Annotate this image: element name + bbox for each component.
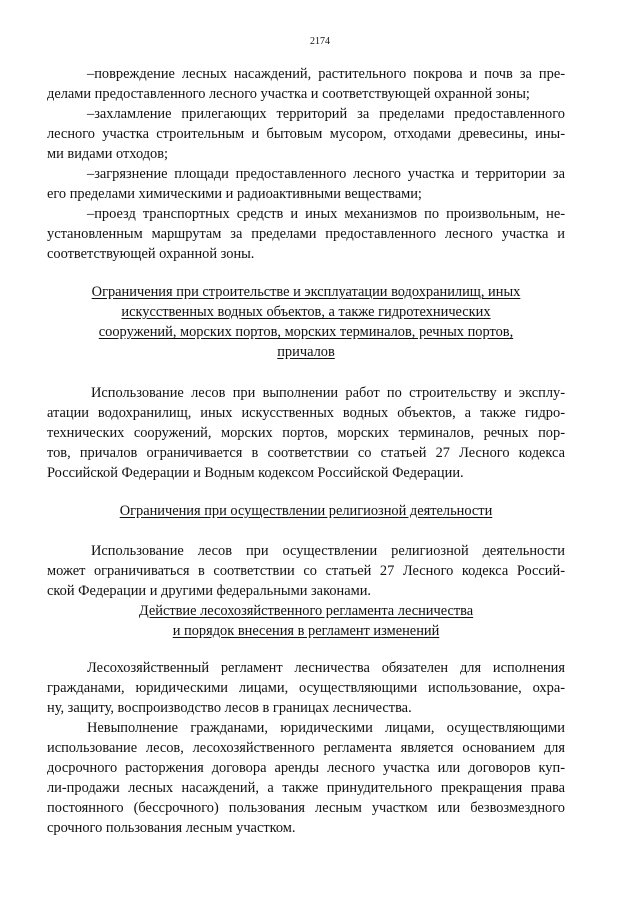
list-block: [47, 64, 565, 264]
page-number: 2174: [310, 36, 330, 47]
list-item-1-line-1: –повреждение лесных насаждений, растительного покрова и почв за пре-: [87, 66, 565, 82]
list-item-4-line-2: установленным маршрутам за пределами предоставленного лесного участка и: [47, 226, 565, 242]
section-1-paragraph: [47, 383, 565, 483]
section-1-heading-line-2: искусственных водных объектов, а также гидротехнических: [121, 304, 491, 320]
section-1-para-line-5: Российской Федерации и Водным кодексом Российской Федерации.: [47, 465, 464, 481]
section-1-para-line-3: технических сооружений, морских портов, морских терминалов, речных пор-: [47, 425, 565, 441]
section-2-paragraph: [47, 541, 565, 601]
list-item-3-line-1: –загрязнение площади предоставленного лесного участка и территории за: [87, 166, 565, 182]
section-3-para-2-line-4: ли-продажи лесных насаждений, а также принудительного прекращения права: [47, 780, 565, 796]
section-3-para-2-line-1: Невыполнение гражданами, юридическими лицами, осуществляющими: [87, 720, 565, 736]
section-3-heading: [47, 601, 565, 641]
list-item-1-line-2: делами предоставленного лесного участка и соответствующей охранной зоны;: [47, 86, 530, 102]
section-3-para-1-line-2: гражданами, юридическими лицами, осуществляющими использование, охра-: [47, 680, 565, 696]
section-2-para-line-1: Использование лесов при осуществлении религиозной деятельности: [91, 543, 565, 559]
section-1-para-line-1: Использование лесов при выполнении работ по строительству и эксплу-: [91, 385, 565, 401]
section-3-heading-line-1: Действие лесохозяйственного регламента лесничества: [138, 603, 474, 619]
section-3-para-2-line-2: использование лесов, лесохозяйственного регламента является основанием для: [47, 740, 565, 756]
section-1-heading-line-3: сооружений, морских портов, морских терминалов, речных портов,: [98, 324, 514, 340]
section-1-para-line-4: тов, причалов ограничивается в соответствии со статьей 27 Лесного кодекса: [47, 445, 565, 461]
list-item-2-line-2: лесного участка строительным и бытовым мусором, отходами древесины, ины-: [47, 126, 565, 142]
section-1-para-line-2: атации водохранилищ, иных искусственных водных объектов, а также гидро-: [47, 405, 565, 421]
section-3-paragraph-2: [47, 718, 565, 838]
list-item-3-line-2: его пределами химическими и радиоактивными веществами;: [47, 186, 422, 202]
section-3-para-2-line-3: досрочного расторжения договора аренды лесного участка или договоров куп-: [47, 760, 565, 776]
section-2-para-line-3: ской Федерации и другими федеральными законами.: [47, 583, 372, 599]
section-3-para-2-line-6: срочного пользования лесным участком.: [47, 820, 296, 836]
section-3-paragraph-1: [47, 658, 565, 718]
list-item-2-line-1: –захламление прилегающих территорий за пределами предоставленного: [87, 106, 565, 122]
list-item-4-line-3: соответствующей охранной зоны.: [47, 246, 255, 262]
section-2-para-line-2: может ограничиваться в соответствии со статьей 27 Лесного кодекса Россий-: [47, 563, 565, 579]
section-3-para-2-line-5: постоянного (бессрочного) пользования лесным участком или безвозмездного: [47, 800, 565, 816]
section-1-heading: [47, 282, 565, 362]
section-1-heading-line-1: Ограничения при строительстве и эксплуатации водохранилищ, иных: [91, 284, 521, 300]
list-item-4-line-1: –проезд транспортных средств и иных механизмов по произвольным, не-: [87, 206, 565, 222]
section-2-heading-line-1: Ограничения при осуществлении религиозной деятельности: [119, 503, 493, 519]
section-2-heading: [47, 501, 565, 521]
list-item-2-line-3: ми видами отходов;: [47, 146, 169, 162]
section-1-heading-line-4: причалов: [277, 344, 335, 360]
section-3-para-1-line-1: Лесохозяйственный регламент лесничества обязателен для исполнения: [87, 660, 565, 676]
section-3-para-1-line-3: ну, защиту, воспроизводство лесов в границах лесничества.: [47, 700, 412, 716]
section-3-heading-line-2: и порядок внесения в регламент изменений: [172, 623, 440, 639]
